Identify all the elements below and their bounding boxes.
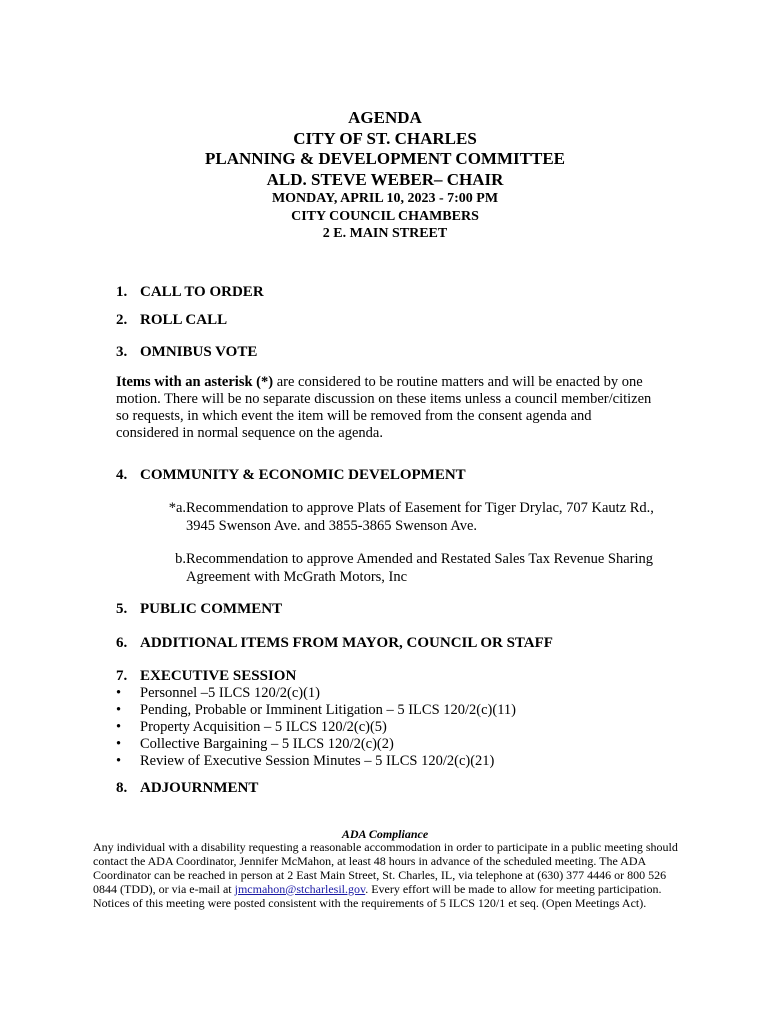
section-number: 5. bbox=[116, 601, 128, 617]
item-label: *a. bbox=[168, 500, 186, 516]
list-item bbox=[116, 736, 516, 753]
section-title: ADDITIONAL ITEMS FROM MAYOR, COUNCIL OR STAFF bbox=[140, 635, 553, 651]
list-item bbox=[116, 702, 516, 719]
section-title: CALL TO ORDER bbox=[140, 284, 264, 300]
section-number: 7. bbox=[116, 668, 128, 684]
section-additional-items bbox=[116, 634, 553, 652]
omnibus-description bbox=[116, 374, 656, 442]
section-roll-call bbox=[116, 311, 227, 329]
ada-text-before: Any individual with a disability requesting a reasonable accommodation in order to participate in a public meeting should contact the ADA Coordinator, Jennifer McMahon, at least 48 hours in advance of the scheduled meeting. The ADA Coordinator can be reached in person at 2 East Main Street, St. Charles, IL, via telephone at (630) 377 4446 or 800 526 0844 (TDD), or via e-mail at bbox=[93, 840, 678, 896]
omnibus-text: are considered to be routine matters and will be enacted by one motion. There will be no separate discussion on these items unless a council member/citizen so requests, in which event the item will be removed from the consent agenda and considered in normal sequence on the agenda. bbox=[116, 374, 652, 441]
bullet-icon: • bbox=[116, 702, 122, 718]
agenda-item-a bbox=[158, 499, 678, 535]
section-number: 6. bbox=[116, 635, 128, 651]
list-item bbox=[116, 753, 516, 770]
list-item-text: Property Acquisition – 5 ILCS 120/2(c)(5) bbox=[140, 719, 387, 735]
list-item-text: Collective Bargaining – 5 ILCS 120/2(c)(2) bbox=[140, 736, 394, 752]
section-number: 2. bbox=[116, 312, 128, 328]
omnibus-lead: Items with an asterisk (*) bbox=[116, 374, 274, 390]
header-chair: ALD. STEVE WEBER– CHAIR bbox=[266, 169, 504, 189]
section-title: ADJOURNMENT bbox=[140, 780, 259, 796]
ada-compliance-text bbox=[93, 841, 681, 911]
header-address: 2 E. MAIN STREET bbox=[322, 226, 448, 241]
section-public-comment bbox=[116, 600, 282, 618]
ada-email-link[interactable]: jmcmahon@stcharlesil.gov bbox=[234, 881, 366, 896]
header-committee: PLANNING & DEVELOPMENT COMMITTEE bbox=[204, 149, 565, 168]
ada-compliance-title: ADA Compliance bbox=[341, 827, 429, 841]
item-text: Recommendation to approve Amended and Restated Sales Tax Revenue Sharing Agreement with McGrath Motors, Inc bbox=[186, 551, 654, 585]
header-city: CITY OF ST. CHARLES bbox=[293, 128, 477, 148]
section-adjournment bbox=[116, 779, 258, 797]
section-community-development bbox=[116, 466, 466, 484]
list-item bbox=[116, 719, 516, 736]
section-executive-session bbox=[116, 667, 296, 685]
bullet-icon: • bbox=[116, 753, 122, 769]
header-agenda: AGENDA bbox=[348, 108, 422, 127]
section-title: PUBLIC COMMENT bbox=[140, 601, 283, 617]
section-number: 8. bbox=[116, 780, 128, 796]
section-number: 4. bbox=[116, 467, 128, 483]
section-title: OMNIBUS VOTE bbox=[140, 344, 258, 360]
list-item-text: Pending, Probable or Imminent Litigation – 5 ILCS 120/2(c)(11) bbox=[140, 702, 517, 718]
list-item-text: Review of Executive Session Minutes – 5 ILCS 120/2(c)(21) bbox=[140, 753, 495, 769]
executive-session-list bbox=[116, 685, 516, 770]
header-location: CITY COUNCIL CHAMBERS bbox=[291, 208, 479, 224]
section-title: ROLL CALL bbox=[140, 312, 228, 328]
bullet-icon: • bbox=[116, 719, 122, 735]
section-number: 1. bbox=[116, 284, 128, 300]
item-text: Recommendation to approve Plats of Easement for Tiger Drylac, 707 Kautz Rd., 3945 Swenson Ave. and 3855-3865 Swenson Ave. bbox=[186, 500, 654, 534]
bullet-icon: • bbox=[116, 736, 122, 752]
ada-text-after: . Every effort will be made to allow for meeting participation. Notices of this meeting were posted consistent with the requirements of 5 ILCS 120/1 et seq. (Open Meetings Act). bbox=[93, 881, 662, 910]
list-item-text: Personnel –5 ILCS 120/2(c)(1) bbox=[140, 685, 321, 701]
agenda-header bbox=[0, 108, 770, 243]
section-title: EXECUTIVE SESSION bbox=[140, 668, 297, 684]
agenda-item-b bbox=[158, 550, 678, 586]
section-call-to-order bbox=[116, 283, 264, 301]
section-number: 3. bbox=[116, 344, 128, 360]
section-title: COMMUNITY & ECONOMIC DEVELOPMENT bbox=[140, 467, 466, 483]
item-label: b. bbox=[175, 551, 186, 567]
header-date: MONDAY, APRIL 10, 2023 - 7:00 PM bbox=[271, 191, 499, 206]
section-omnibus-vote bbox=[116, 343, 257, 361]
bullet-icon: • bbox=[116, 685, 122, 701]
list-item bbox=[116, 685, 516, 702]
